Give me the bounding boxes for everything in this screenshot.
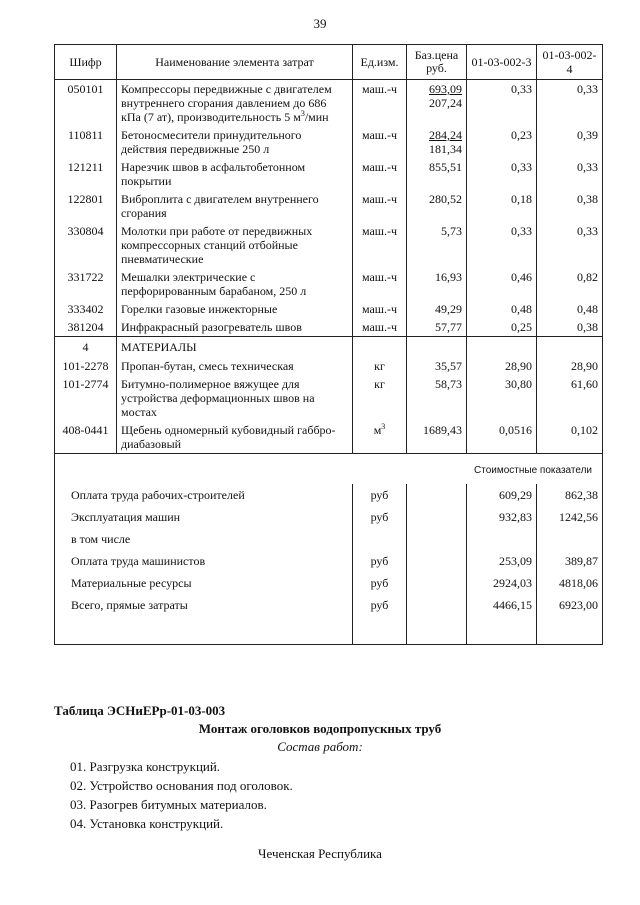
row-unit: маш.-ч [353,318,407,337]
row-price: 280,52 [407,190,467,222]
row-unit: маш.-ч [353,158,407,190]
totals-price-empty [407,594,467,616]
cost-table [54,44,603,645]
table-row [55,80,603,127]
cost-indicators-label: Стоимостные показатели [55,454,603,485]
row-value-col2: 0,38 [537,318,603,337]
row-code: 110811 [55,126,117,158]
header-code: Шифр [55,45,117,80]
section-code: 4 [55,337,117,358]
header-base-price: Баз.цена руб. [407,45,467,80]
row-unit: $м^3$ [353,421,407,454]
row-price: 57,77 [407,318,467,337]
row-price: 5,73 [407,222,467,268]
works-item: 01. Разгрузка конструкций. [70,759,221,774]
row-value-col1: 0,33 [467,80,537,127]
row-unit: маш.-ч [353,300,407,318]
table-row [55,375,603,421]
header-unit: Ед.изм. [353,45,407,80]
row-value-col1: 0,18 [467,190,537,222]
totals-unit: руб [353,484,407,506]
works-item: 03. Разогрев битумных материалов. [70,797,267,812]
totals-row [55,506,603,528]
row-value-col1: 0,33 [467,158,537,190]
totals-value-col1: 609,29 [467,484,537,506]
row-value-col2: 0,39 [537,126,603,158]
totals-unit: руб [353,594,407,616]
totals-value-col1: 4466,15 [467,594,537,616]
row-value-col1: 0,33 [467,222,537,268]
table-row [55,300,603,318]
row-unit: маш.-ч [353,126,407,158]
totals-value-col1: 2924,03 [467,572,537,594]
totals-end-row [55,616,603,645]
totals-label: Оплата труда машинистов [55,550,353,572]
row-name: Битумно-полимерное вяжущее для устройства деформационных швов на мостах [117,375,353,421]
totals-value-col2 [537,528,603,550]
totals-unit: руб [353,572,407,594]
totals-value-col2: 1242,56 [537,506,603,528]
row-unit: маш.-ч [353,80,407,127]
header-name: Наименование элемента затрат [117,45,353,80]
price-bottom: 207,24 [429,96,462,110]
totals-value-col2: 4818,06 [537,572,603,594]
totals-price-empty [407,550,467,572]
row-value-col2: 0,33 [537,222,603,268]
row-unit: кг [353,357,407,375]
price-top: 284,24 [429,128,462,142]
section-name: МАТЕРИАЛЫ [117,337,353,358]
totals-label: Эксплуатация машин [55,506,353,528]
row-name: Бетоносмесители принудительного действия передвижные 250 л [117,126,353,158]
totals-label: Оплата труда рабочих-строителей [55,484,353,506]
table-row [55,158,603,190]
works-item: 04. Установка конструкций. [70,816,224,831]
row-name: Виброплита с двигателем внутреннего сгорания [117,190,353,222]
row-code: 408-0441 [55,421,117,454]
works-item: 02. Устройство основания под оголовок. [70,778,293,793]
row-price: 49,29 [407,300,467,318]
row-name: Горелки газовые инжекторные [117,300,353,318]
table-row [55,268,603,300]
row-value-col2: 61,60 [537,375,603,421]
row-price: 16,93 [407,268,467,300]
totals-row [55,484,603,506]
totals-row [55,528,603,550]
row-name: Инфракрасный разогреватель швов [117,318,353,337]
row-price: 58,73 [407,375,467,421]
totals-unit: руб [353,506,407,528]
row-name: Мешалки электрические с перфорированным барабаном, 250 л [117,268,353,300]
row-code: 330804 [55,222,117,268]
totals-value-col2: 6923,00 [537,594,603,616]
price-bottom: 181,34 [429,142,462,156]
row-price: 35,57 [407,357,467,375]
totals-price-empty [407,506,467,528]
row-unit: маш.-ч [353,222,407,268]
row-value-col2: 0,33 [537,80,603,127]
row-value-col1: 30,80 [467,375,537,421]
row-value-col2: 0,82 [537,268,603,300]
row-price: 1689,43 [407,421,467,454]
row-code: 121211 [55,158,117,190]
row-value-col2: 28,90 [537,357,603,375]
row-code: 101-2278 [55,357,117,375]
row-code: 333402 [55,300,117,318]
totals-label: Всего, прямые затраты [55,594,353,616]
row-price [407,126,467,158]
row-name: Компрессоры передвижные с двигателем внутреннего сгорания давлением до 686 кПа (7 ат), производительность 5 $м^3$/мин [117,80,353,127]
row-code: 331722 [55,268,117,300]
row-unit: кг [353,375,407,421]
totals-value-col2: 389,87 [537,550,603,572]
row-value-col1: 0,0516 [467,421,537,454]
row-code: 122801 [55,190,117,222]
table-row [55,357,603,375]
row-value-col1: 0,25 [467,318,537,337]
row-unit: маш.-ч [353,190,407,222]
table-caption: Таблица ЭСНиЕРр-01-03-003 [54,703,226,718]
works-title: Состав работ: [277,739,363,754]
row-code: 050101 [55,80,117,127]
totals-row [55,594,603,616]
region-footer: Чеченская Республика [258,846,382,861]
table-row [55,222,603,268]
totals-price-empty [407,484,467,506]
row-price: 855,51 [407,158,467,190]
totals-value-col1: 253,09 [467,550,537,572]
totals-unit [353,528,407,550]
row-value-col1: 0,23 [467,126,537,158]
totals-unit: руб [353,550,407,572]
totals-row [55,550,603,572]
row-name: Щебень одномерный кубовидный габбро-диабазовый [117,421,353,454]
table-row [55,421,603,454]
row-value-col2: 0,33 [537,158,603,190]
row-value-col2: 0,48 [537,300,603,318]
page-number: 39 [313,16,327,31]
row-name: Пропан-бутан, смесь техническая [117,357,353,375]
totals-label: Материальные ресурсы [55,572,353,594]
materials-section-row [55,337,603,358]
price-top: 693,09 [429,82,462,96]
totals-price-empty [407,572,467,594]
totals-value-col2: 862,38 [537,484,603,506]
works-list [70,757,293,833]
table-row [55,190,603,222]
row-unit: маш.-ч [353,268,407,300]
row-value-col1: 0,46 [467,268,537,300]
row-value-col2: 0,38 [537,190,603,222]
row-name: Молотки при работе от передвижных компрессорных станций отбойные пневматические [117,222,353,268]
row-value-col2: 0,102 [537,421,603,454]
header-col1: 01-03-002-3 [467,45,537,80]
row-code: 381204 [55,318,117,337]
totals-price-empty [407,528,467,550]
table-row [55,318,603,337]
row-code: 101-2774 [55,375,117,421]
row-price [407,80,467,127]
table-row [55,126,603,158]
totals-value-col1 [467,528,537,550]
row-value-col1: 28,90 [467,357,537,375]
row-value-col1: 0,48 [467,300,537,318]
table-title: Монтаж оголовков водопропускных труб [198,721,442,736]
row-name: Нарезчик швов в асфальтобетонном покрытии [117,158,353,190]
header-col2: 01-03-002-4 [537,45,603,80]
totals-row [55,572,603,594]
totals-value-col1: 932,83 [467,506,537,528]
totals-label: в том числе [55,528,353,550]
cost-indicators-row [55,454,603,485]
